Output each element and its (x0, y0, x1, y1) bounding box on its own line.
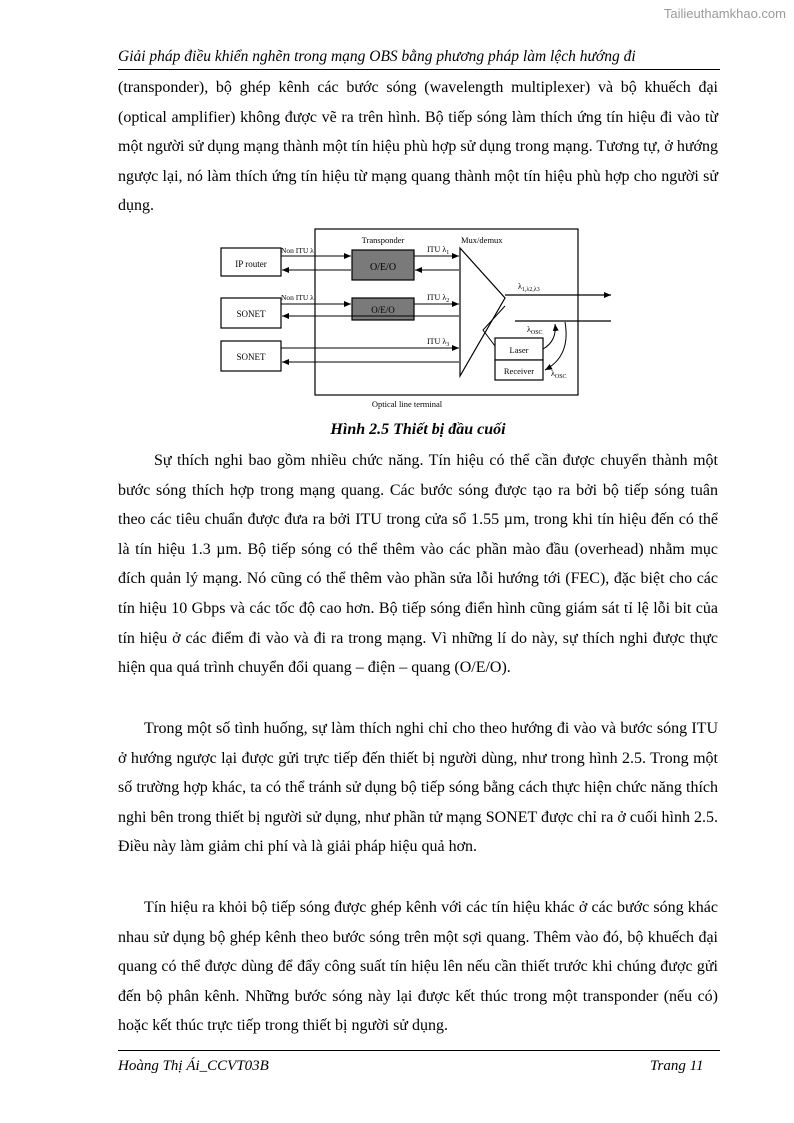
terminal-figure (215, 226, 615, 417)
page-header: Giải pháp điều khiển nghẽn trong mạng OBS bằng phương pháp làm lệch hướng đi (118, 48, 720, 70)
mux-label: Mux/demux (461, 235, 503, 245)
footer-author: Hoàng Thị Ái_CCVT03B (118, 1058, 269, 1074)
sonet-label-1: SONET (236, 309, 266, 319)
paragraph-1: (transponder), bộ ghép kênh các bước sóng (wavelength multiplexer) và bộ khuếch đại (optical amplifier) không được vẽ ra trên hình. Bộ tiếp sóng làm thích ứng tín hiệu đi vào từ một người sử dụng mạng thành một tín hiệu phù hợp sử dụng trong mạng. Tương tự, ở hướng ngược lại, nó làm thích ứng tín hiệu từ mạng quang thành một tín hiệu phù hợp cho người sử dụng. (118, 79, 718, 215)
figure-diagram (215, 226, 615, 412)
paragraph-4: Tín hiệu ra khỏi bộ tiếp sóng được ghép kênh với các tín hiệu khác ở các bước sóng khác nhau sử dụng bộ ghép kênh theo bước sóng trên một sợi quang. Thêm vào đó, bộ khuếch đại quang có thể được dùng để đẩy công suất tín hiệu lên nếu cần thiết trước khi chúng được gửi đến bộ phân kênh. Những bước sóng này lại được kết thúc trong một transponder (nếu có) hoặc kết thúc trực tiếp trong thiết bị người sử dụng. (118, 899, 718, 1035)
transponder-label: Transponder (361, 235, 405, 245)
footer-divider (118, 1050, 720, 1051)
sonet-label-2: SONET (236, 352, 266, 362)
watermark: Tailieuthamkhao.com (663, 6, 786, 21)
laser-label: Laser (509, 345, 529, 355)
itu-label-1: ITU $\lambda_1$ (427, 245, 450, 256)
osc-label-2: $\lambda_{OSC}$ (551, 369, 567, 380)
paragraph-3: Trong một số tình huống, sự làm thích nghi chỉ cho theo hướng đi vào và bước sóng ITU ở hướng ngược lại được gửi trực tiếp đến thiết bị người dùng, như trong hình 2.5. Trong một số trường hợp khác, ta có thể tránh sử dụng bộ tiếp sóng bằng cách thực hiện chức năng thích nghi bên trong thiết bị người sử dụng, như phần tử mạng SONET được chỉ ra ở cuối hình 2.5. Điều này làm giảm chi phí và là giải pháp hiệu quả hơn. (118, 720, 718, 856)
oeo-label-1: O/E/O (369, 262, 397, 273)
itu-label-3: ITU $\lambda_3$ (427, 337, 450, 348)
figure-caption: Hình 2.5 Thiết bị đầu cuối (330, 421, 506, 438)
receiver-label: Receiver (503, 366, 535, 376)
oeo-label-2: O/E/O (371, 305, 395, 315)
ip-router-label: IP router (235, 259, 267, 269)
non-itu-label-1: Non ITU λ (281, 246, 314, 255)
osc-label-1: $\lambda_{OSC}$ (527, 325, 543, 336)
footer-page-number: Trang 11 (650, 1058, 704, 1074)
wavelengths-label: $\lambda_{1,\lambda 2,\lambda 3}$ (518, 282, 540, 293)
itu-label-2: ITU $\lambda_2$ (427, 293, 450, 304)
non-itu-label-2: Non ITU λ (281, 293, 314, 302)
paragraph-2: Sự thích nghi bao gồm nhiều chức năng. Tín hiệu có thể cần được chuyển thành một bước sóng thích hợp trong mạng quang. Các bước sóng được tạo ra bởi bộ tiếp sóng tuân theo các tiêu chuẩn được đưa ra bởi ITU trong cửa sổ 1.55 µm, trong khi tín hiệu đến có thể là tín hiệu 1.3 µm. Bộ tiếp sóng có thể thêm vào các phần mào đầu (overhead) nhằm mục đích quản lý mạng. Nó cũng có thể thêm vào phần sửa lỗi hướng tới (FEC), đặc biệt cho các tín hiệu 10 Gbps và các tốc độ cao hơn. Bộ tiếp sóng điển hình cũng giám sát tỉ lệ lỗi bit của tín hiệu ở các điểm đi vào và đi ra trong mạng. Vì những lí do này, sự thích nghi được thực hiện qua quá trình chuyển đổi quang – điện – quang (O/E/O). (118, 452, 718, 677)
olt-label: Optical line terminal (371, 399, 443, 409)
